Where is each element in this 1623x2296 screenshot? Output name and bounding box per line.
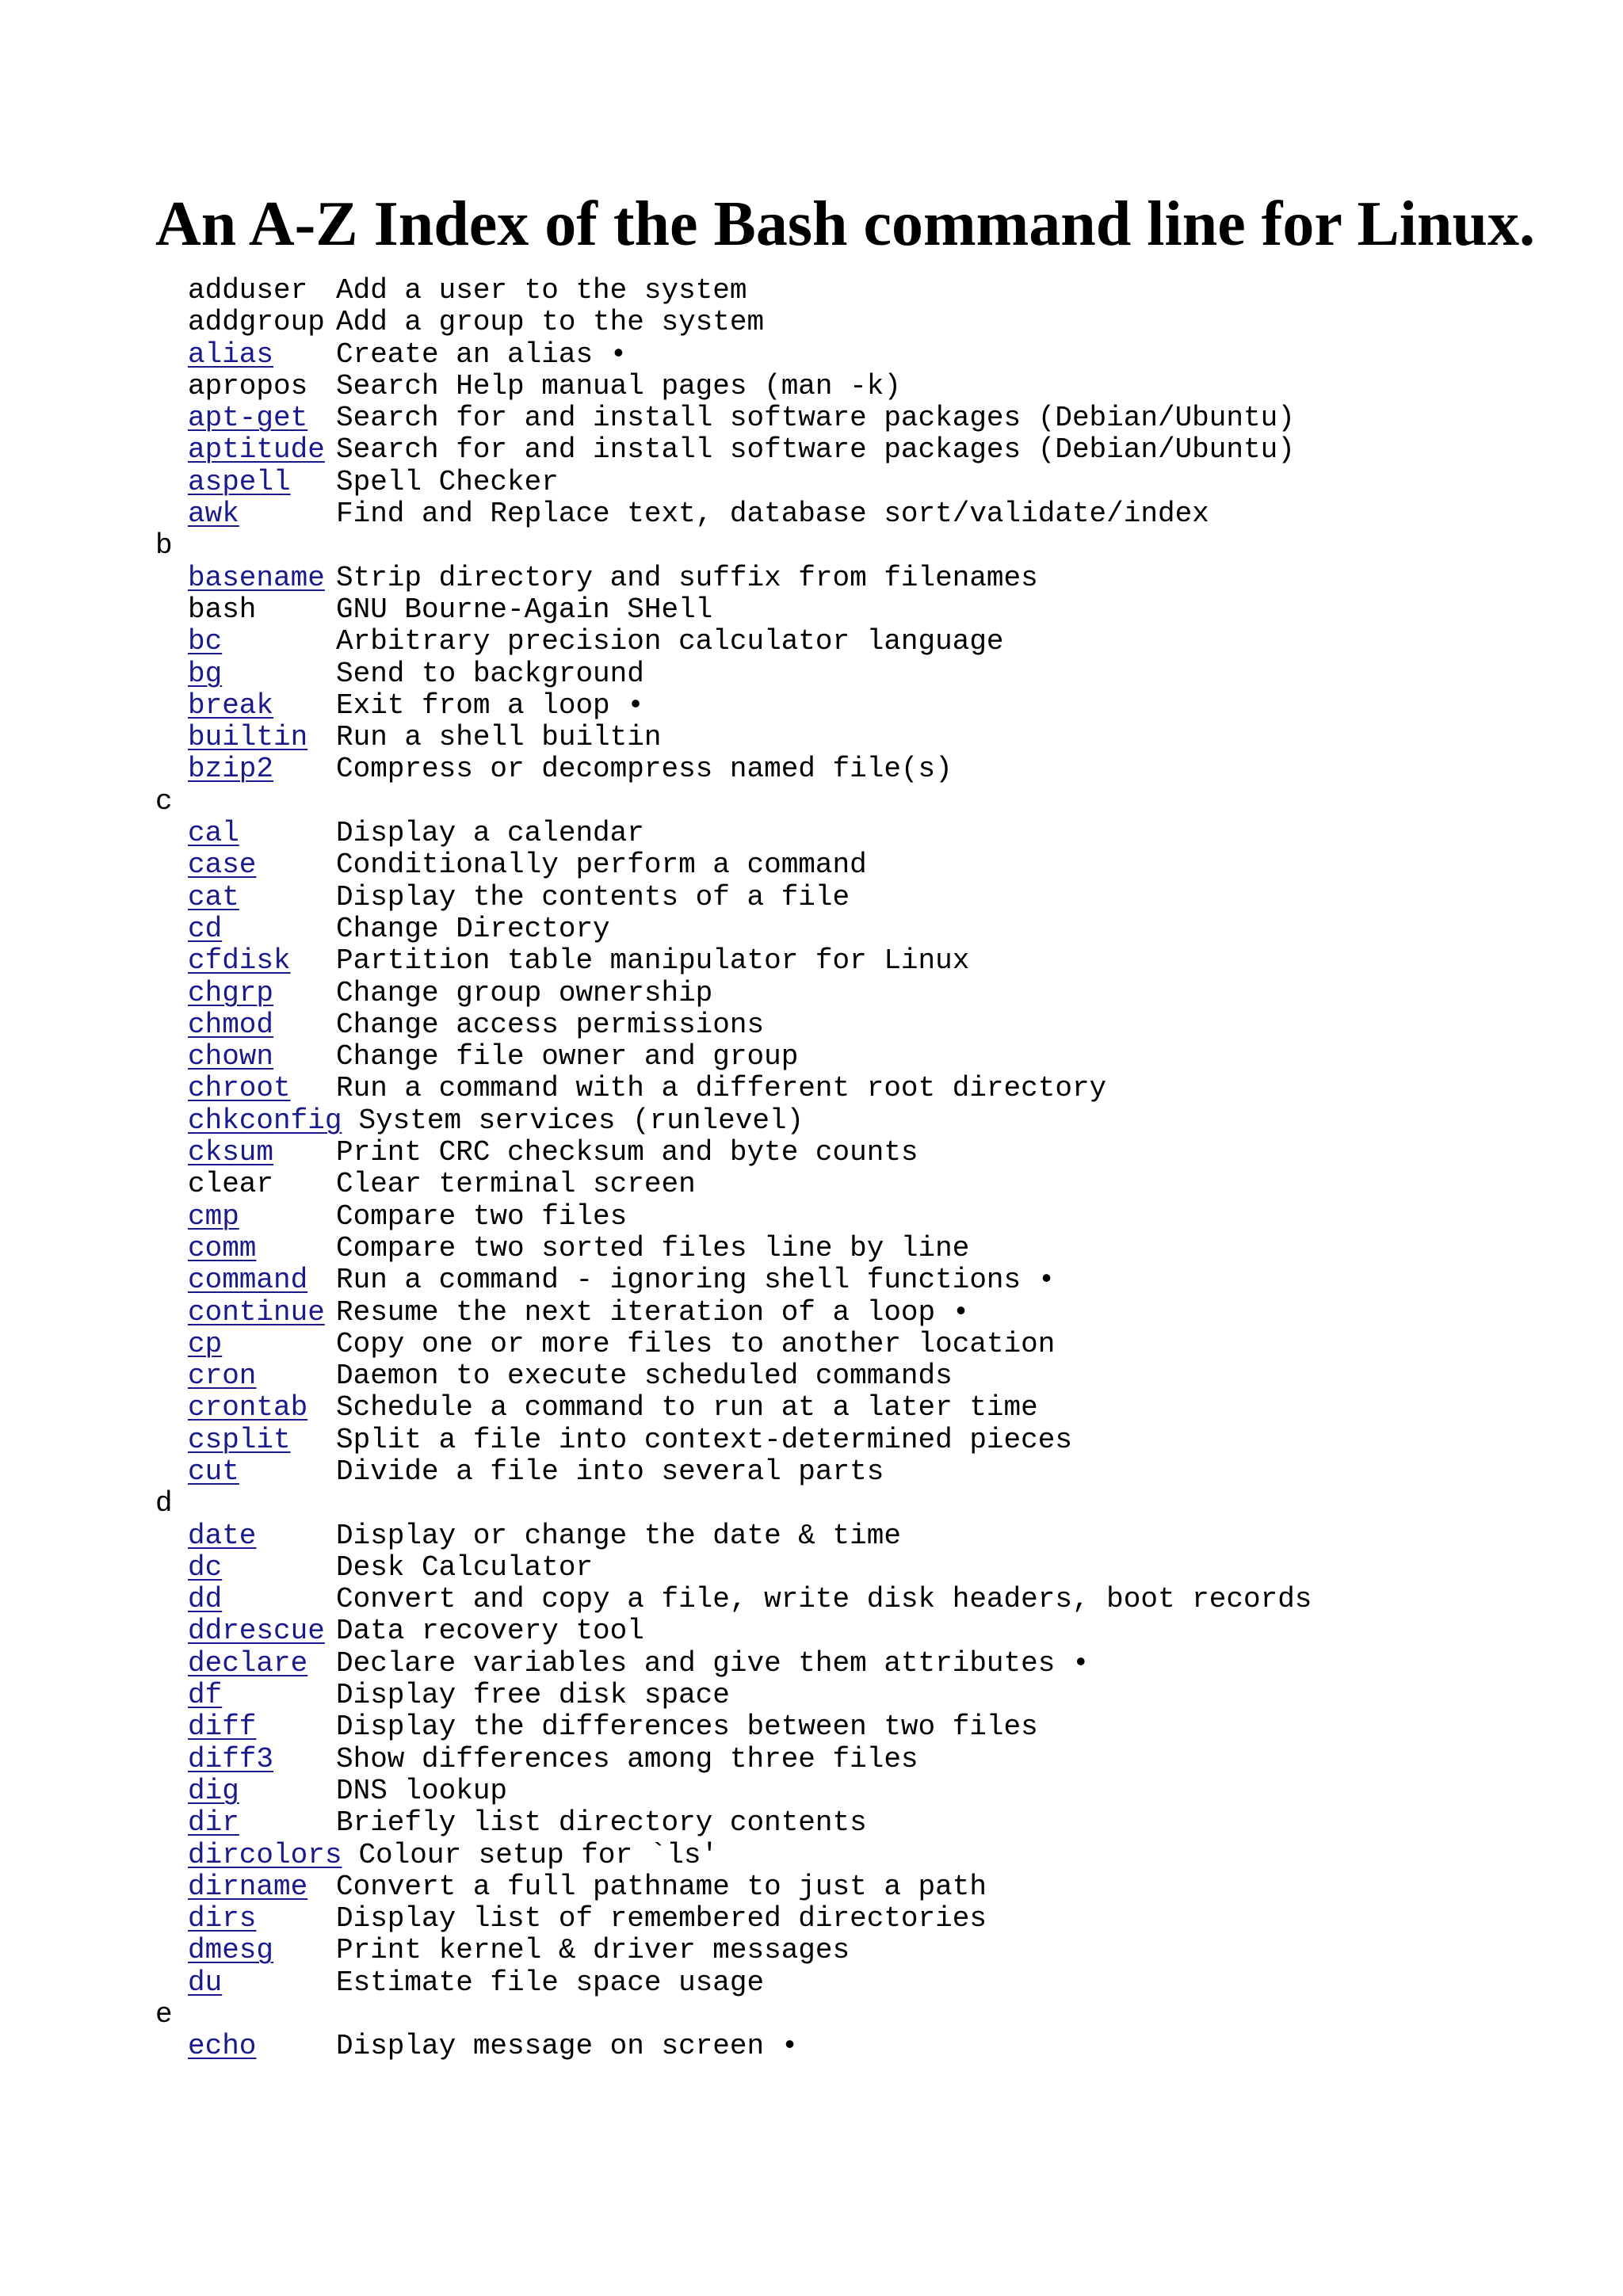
command-description: Display a calendar: [336, 817, 644, 850]
command-row: [155, 1840, 1550, 1871]
command-link[interactable]: dd: [188, 1583, 223, 1616]
command-row: [155, 1264, 1550, 1296]
command-link[interactable]: dirs: [188, 1902, 257, 1936]
command-link[interactable]: diff: [188, 1711, 257, 1744]
command-row: [155, 1807, 1550, 1839]
command-description: Change access permissions: [336, 1008, 765, 1041]
command-row: [155, 753, 1550, 785]
command-row: [155, 1520, 1550, 1552]
command-row: [155, 1392, 1550, 1424]
command-description: Change group ownership: [336, 976, 713, 1009]
command-link[interactable]: dirname: [188, 1870, 308, 1903]
command-link[interactable]: dc: [188, 1550, 223, 1584]
command-description: System services (runlevel): [358, 1104, 804, 1137]
command-description: Convert a full pathname to just a path: [336, 1870, 987, 1903]
section-letter-b: b: [155, 529, 173, 563]
command-row: [155, 1105, 1550, 1137]
command-row: [155, 1041, 1550, 1073]
command-row: [155, 1744, 1550, 1775]
command-row: [155, 1615, 1550, 1647]
command-row: [155, 1648, 1550, 1680]
command-description: Find and Replace text, database sort/validate/index: [336, 498, 1209, 531]
command-link[interactable]: cut: [188, 1455, 239, 1488]
command-link[interactable]: diff3: [188, 1742, 274, 1775]
command-link[interactable]: crontab: [188, 1391, 308, 1425]
command-row: [155, 882, 1550, 913]
command-link[interactable]: continue: [188, 1295, 325, 1329]
command-row: [155, 1169, 1550, 1200]
command-link[interactable]: echo: [188, 2030, 257, 2063]
document-page: [155, 187, 1550, 2063]
command-description: Search Help manual pages (man -k): [336, 369, 901, 402]
command-description: Schedule a command to run at a later time: [336, 1391, 1038, 1425]
command-row: [155, 1073, 1550, 1104]
command-description: Copy one or more files to another location: [336, 1327, 1056, 1360]
command-description: Spell Checker: [336, 465, 559, 498]
command-link[interactable]: case: [188, 849, 257, 882]
command-description: Run a shell builtin: [336, 721, 662, 754]
command-link[interactable]: basename: [188, 561, 325, 594]
command-row: [155, 658, 1550, 690]
command-row: [155, 626, 1550, 658]
command-description: Conditionally perform a command: [336, 849, 867, 882]
command-link[interactable]: chmod: [188, 1008, 274, 1041]
command-description: Exit from a loop •: [336, 688, 644, 722]
command-row: [155, 978, 1550, 1009]
command-row: [155, 1680, 1550, 1711]
command-description: Colour setup for `ls': [358, 1838, 719, 1871]
command-description: Data recovery tool: [336, 1615, 644, 1648]
command-description: Run a command with a different root directory: [336, 1072, 1107, 1105]
command-link[interactable]: cal: [188, 817, 239, 850]
command-link[interactable]: awk: [188, 498, 239, 531]
command-description: Search for and install software packages (Debian/Ubuntu): [336, 402, 1295, 435]
command-row: [155, 1903, 1550, 1935]
command-link[interactable]: chkconfig: [188, 1104, 342, 1137]
command-description: Display message on screen •: [336, 2030, 799, 2063]
command-row: [155, 1009, 1550, 1041]
command-row: [155, 1201, 1550, 1233]
command-description: Display list of remembered directories: [336, 1902, 987, 1936]
command-link[interactable]: cd: [188, 912, 223, 945]
command-description: GNU Bourne-Again SHell: [336, 593, 713, 626]
command-row: [155, 307, 1550, 338]
command-link[interactable]: dig: [188, 1774, 239, 1807]
command-description: Create an alias •: [336, 338, 628, 371]
command-row: [155, 498, 1550, 530]
page-title: An A-Z Index of the Bash command line for Linux.: [155, 189, 1536, 259]
command-description: Print CRC checksum and byte counts: [336, 1136, 918, 1169]
command-row: [155, 690, 1550, 722]
command-link[interactable]: chroot: [188, 1072, 291, 1105]
command-name: addgroup: [188, 306, 325, 339]
command-description: Partition table manipulator for Linux: [336, 944, 970, 978]
command-description: Strip directory and suffix from filenames: [336, 561, 1038, 594]
command-link[interactable]: dir: [188, 1806, 239, 1840]
command-description: Clear terminal screen: [336, 1168, 696, 1201]
command-link[interactable]: ddrescue: [188, 1615, 325, 1648]
command-description: Change Directory: [336, 912, 610, 945]
command-row: [155, 818, 1550, 849]
command-link[interactable]: dmesg: [188, 1934, 274, 1967]
command-link[interactable]: apt-get: [188, 402, 308, 435]
command-row: [155, 275, 1550, 307]
command-row: [155, 1329, 1550, 1360]
command-row: [155, 1967, 1550, 1999]
command-link[interactable]: chgrp: [188, 976, 274, 1009]
command-link[interactable]: chown: [188, 1040, 274, 1074]
command-link[interactable]: cron: [188, 1360, 257, 1393]
command-row: [155, 849, 1550, 881]
command-link[interactable]: bc: [188, 625, 223, 658]
command-row: [155, 1425, 1550, 1456]
command-link[interactable]: date: [188, 1519, 257, 1552]
command-description: Compare two files: [336, 1199, 628, 1233]
section-letter-e: e: [155, 1998, 173, 2031]
command-link[interactable]: aspell: [188, 465, 291, 498]
command-description: Daemon to execute scheduled commands: [336, 1360, 953, 1393]
command-row: [155, 594, 1550, 626]
command-description: Display the differences between two files: [336, 1711, 1038, 1744]
section-letter-d: d: [155, 1487, 173, 1520]
command-row: [155, 1456, 1550, 1488]
command-link[interactable]: df: [188, 1679, 223, 1712]
command-description: DNS lookup: [336, 1774, 508, 1807]
command-link[interactable]: cp: [188, 1327, 223, 1360]
command-description: Divide a file into several parts: [336, 1455, 884, 1488]
command-description: Add a group to the system: [336, 306, 765, 339]
command-description: Display free disk space: [336, 1679, 730, 1712]
command-row: [155, 722, 1550, 753]
command-row: [155, 913, 1550, 945]
command-name: clear: [188, 1168, 274, 1201]
command-description: Search for and install software packages (Debian/Ubuntu): [336, 433, 1295, 467]
command-row: [155, 945, 1550, 977]
command-link[interactable]: cfdisk: [188, 944, 291, 978]
command-link[interactable]: cat: [188, 880, 239, 913]
command-description: Display the contents of a file: [336, 880, 850, 913]
command-link[interactable]: cksum: [188, 1136, 274, 1169]
command-row: [155, 1935, 1550, 1966]
command-row: [155, 1552, 1550, 1584]
command-description: Compare two sorted files line by line: [336, 1231, 970, 1264]
command-row: [155, 339, 1550, 371]
command-link[interactable]: bzip2: [188, 753, 274, 786]
command-row: [155, 371, 1550, 402]
command-description: Briefly list directory contents: [336, 1806, 867, 1840]
command-row: [155, 1137, 1550, 1169]
command-link[interactable]: cmp: [188, 1199, 239, 1233]
command-row: [155, 1297, 1550, 1329]
command-description: Compress or decompress named file(s): [336, 753, 953, 786]
command-link[interactable]: bg: [188, 657, 223, 690]
command-row: [155, 2031, 1550, 2062]
command-link[interactable]: break: [188, 688, 274, 722]
section-letter-c: c: [155, 784, 173, 818]
command-description: Show differences among three files: [336, 1742, 918, 1775]
command-row: [155, 1233, 1550, 1264]
command-row: [155, 1871, 1550, 1903]
command-link[interactable]: aptitude: [188, 433, 325, 467]
command-name: apropos: [188, 369, 308, 402]
command-description: Display or change the date & time: [336, 1519, 901, 1552]
command-description: Print kernel & driver messages: [336, 1934, 850, 1967]
command-row: [155, 1360, 1550, 1392]
command-link[interactable]: csplit: [188, 1423, 291, 1456]
command-name: bash: [188, 593, 257, 626]
command-description: Run a command - ignoring shell functions •: [336, 1264, 1056, 1297]
command-description: Add a user to the system: [336, 274, 747, 307]
command-description: Desk Calculator: [336, 1550, 594, 1584]
command-description: Declare variables and give them attributes •: [336, 1646, 1090, 1680]
command-name: adduser: [188, 274, 308, 307]
command-link[interactable]: comm: [188, 1231, 257, 1264]
command-row: [155, 467, 1550, 498]
command-description: Change file owner and group: [336, 1040, 799, 1074]
command-link[interactable]: declare: [188, 1646, 308, 1680]
command-link[interactable]: du: [188, 1966, 223, 1999]
command-link[interactable]: builtin: [188, 721, 308, 754]
command-index-list: [155, 275, 1550, 2063]
command-link[interactable]: dircolors: [188, 1838, 342, 1871]
command-description: Resume the next iteration of a loop •: [336, 1295, 970, 1329]
command-description: Send to background: [336, 657, 644, 690]
command-row: [155, 1775, 1550, 1807]
command-description: Split a file into context-determined pieces: [336, 1423, 1072, 1456]
command-row: [155, 563, 1550, 594]
command-row: [155, 434, 1550, 466]
command-description: Convert and copy a file, write disk headers, boot records: [336, 1583, 1312, 1616]
command-row: [155, 1711, 1550, 1743]
command-description: Arbitrary precision calculator language: [336, 625, 1004, 658]
command-link[interactable]: alias: [188, 338, 274, 371]
command-link[interactable]: command: [188, 1264, 308, 1297]
command-description: Estimate file space usage: [336, 1966, 765, 1999]
command-row: [155, 1584, 1550, 1615]
command-row: [155, 402, 1550, 434]
